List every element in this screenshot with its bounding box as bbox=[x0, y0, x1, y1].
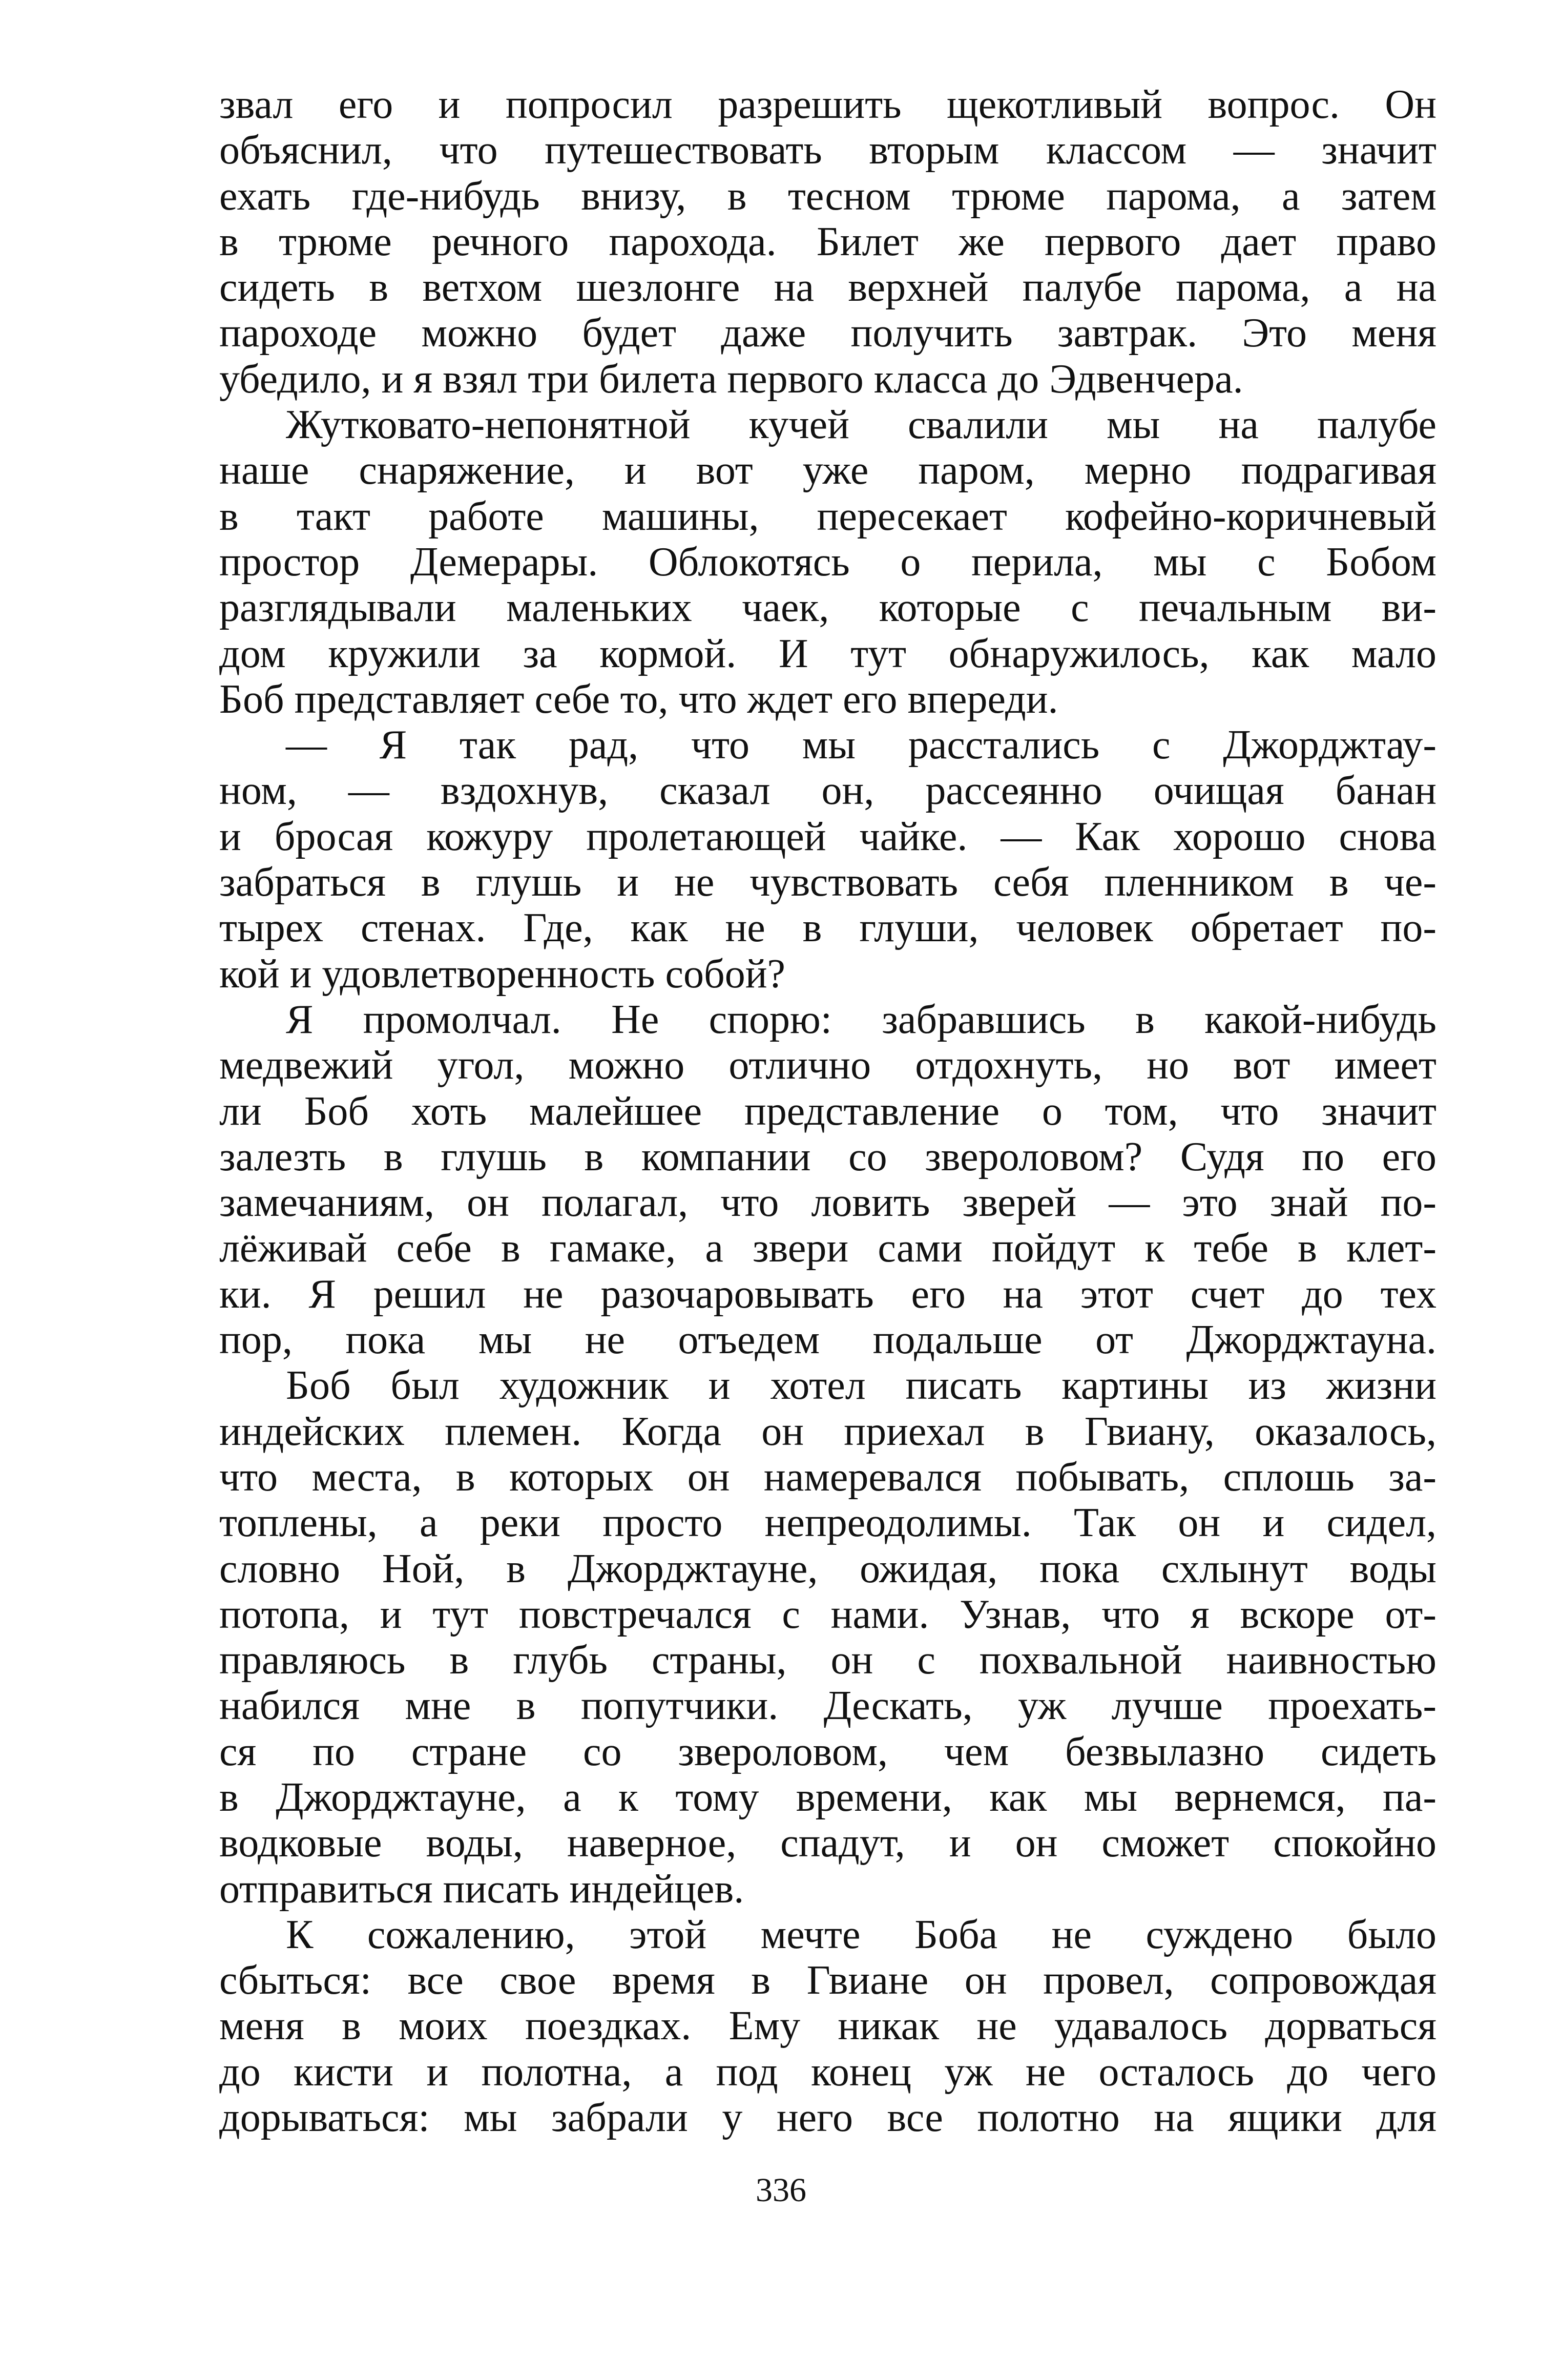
text-line: разглядывали маленьких чаек, которые с печальным ви- bbox=[219, 585, 1436, 631]
text-line: пароходе можно будет даже получить завтрак. Это меня bbox=[219, 311, 1436, 356]
text-line: меня в моих поездках. Ему никак не удавалось дорваться bbox=[219, 2003, 1436, 2049]
text-line: дорываться: мы забрали у него все полотно на ящики для bbox=[219, 2095, 1436, 2141]
text-line: звал его и попросил разрешить щекотливый вопрос. Он bbox=[219, 82, 1436, 127]
text-line: до кисти и полотна, а под конец уж не осталось до чего bbox=[219, 2049, 1436, 2095]
text-line: объяснил, что путешествовать вторым классом — значит bbox=[219, 128, 1436, 173]
text-line: водковые воды, наверное, спадут, и он сможет спокойно bbox=[219, 1820, 1436, 1866]
text-line: забраться в глушь и не чувствовать себя пленником в че- bbox=[219, 860, 1436, 905]
text-line: словно Ной, в Джорджтауне, ожидая, пока схлынут воды bbox=[219, 1546, 1436, 1591]
text-line: лёживай себе в гамаке, а звери сами пойдут к тебе в клет- bbox=[219, 1226, 1436, 1271]
text-line: дом кружили за кормой. И тут обнаружилось, как мало bbox=[219, 631, 1436, 676]
text-line: — Я так рад, что мы расстались с Джорджтау- bbox=[286, 722, 1436, 768]
text-line: наше снаряжение, и вот уже паром, мерно подрагивая bbox=[219, 448, 1436, 493]
text-line: Я промолчал. Не спорю: забравшись в какой-нибудь bbox=[286, 997, 1436, 1042]
text-line: индейских племен. Когда он приехал в Гвиану, оказалось, bbox=[219, 1409, 1436, 1454]
text-line: ли Боб хоть малейшее представление о том, что значит bbox=[219, 1088, 1436, 1134]
page-body bbox=[219, 82, 1436, 2141]
text-line: набился мне в попутчики. Дескать, уж лучше проехать- bbox=[219, 1683, 1436, 1729]
text-line: залезть в глушь в компании со звероловом? Судя по его bbox=[219, 1134, 1436, 1179]
text-line: Боб был художник и хотел писать картины из жизни bbox=[286, 1363, 1436, 1409]
text-line: и бросая кожуру пролетающей чайке. — Как хорошо снова bbox=[219, 814, 1436, 859]
text-line: убедило, и я взял три билета первого класса до Эдвенчера. bbox=[219, 356, 1243, 402]
text-line: что места, в которых он намеревался побывать, сплошь за- bbox=[219, 1454, 1436, 1500]
text-line: отправиться писать индейцев. bbox=[219, 1866, 744, 1912]
text-line: медвежий угол, можно отлично отдохнуть, но вот имеет bbox=[219, 1043, 1436, 1088]
text-line: замечаниям, он полагал, что ловить зверей — это знай по- bbox=[219, 1180, 1436, 1226]
text-line: ехать где-нибудь внизу, в тесном трюме парома, а затем bbox=[219, 173, 1436, 219]
text-line: ном, — вздохнув, сказал он, рассеянно очищая банан bbox=[219, 768, 1436, 814]
text-line: пор, пока мы не отъедем подальше от Джорджтауна. bbox=[219, 1317, 1436, 1363]
text-line: Боб представляет себе то, что ждет его впереди. bbox=[219, 676, 1058, 722]
text-line: К сожалению, этой мечте Боба не суждено было bbox=[286, 1912, 1436, 1957]
text-line: ся по стране со звероловом, чем безвылазно сидеть bbox=[219, 1729, 1436, 1774]
text-line: сидеть в ветхом шезлонге на верхней палубе парома, а на bbox=[219, 265, 1436, 311]
text-line: Жутковато-непонятной кучей свалили мы на палубе bbox=[286, 402, 1436, 448]
text-line: кой и удовлетворенность собой? bbox=[219, 951, 786, 997]
page-number: 336 bbox=[756, 2171, 806, 2209]
text-line: в такт работе машины, пересекает кофейно-коричневый bbox=[219, 493, 1436, 539]
text-line: сбыться: все свое время в Гвиане он провел, сопровождая bbox=[219, 1958, 1436, 2003]
text-line: в Джорджтауне, а к тому времени, как мы вернемся, па- bbox=[219, 1774, 1436, 1820]
text-line: в трюме речного парохода. Билет же первого дает право bbox=[219, 219, 1436, 264]
text-line: тырех стенах. Где, как не в глуши, человек обретает по- bbox=[219, 905, 1436, 951]
text-line: простор Демерары. Облокотясь о перила, мы с Бобом bbox=[219, 539, 1436, 585]
text-line: топлены, а реки просто непреодолимы. Так он и сидел, bbox=[219, 1500, 1436, 1546]
text-line: ки. Я решил не разочаровывать его на этот счет до тех bbox=[219, 1271, 1436, 1317]
text-line: потопа, и тут повстречался с нами. Узнав, что я вскоре от- bbox=[219, 1591, 1436, 1637]
text-line: правляюсь в глубь страны, он с похвальной наивностью bbox=[219, 1638, 1436, 1683]
